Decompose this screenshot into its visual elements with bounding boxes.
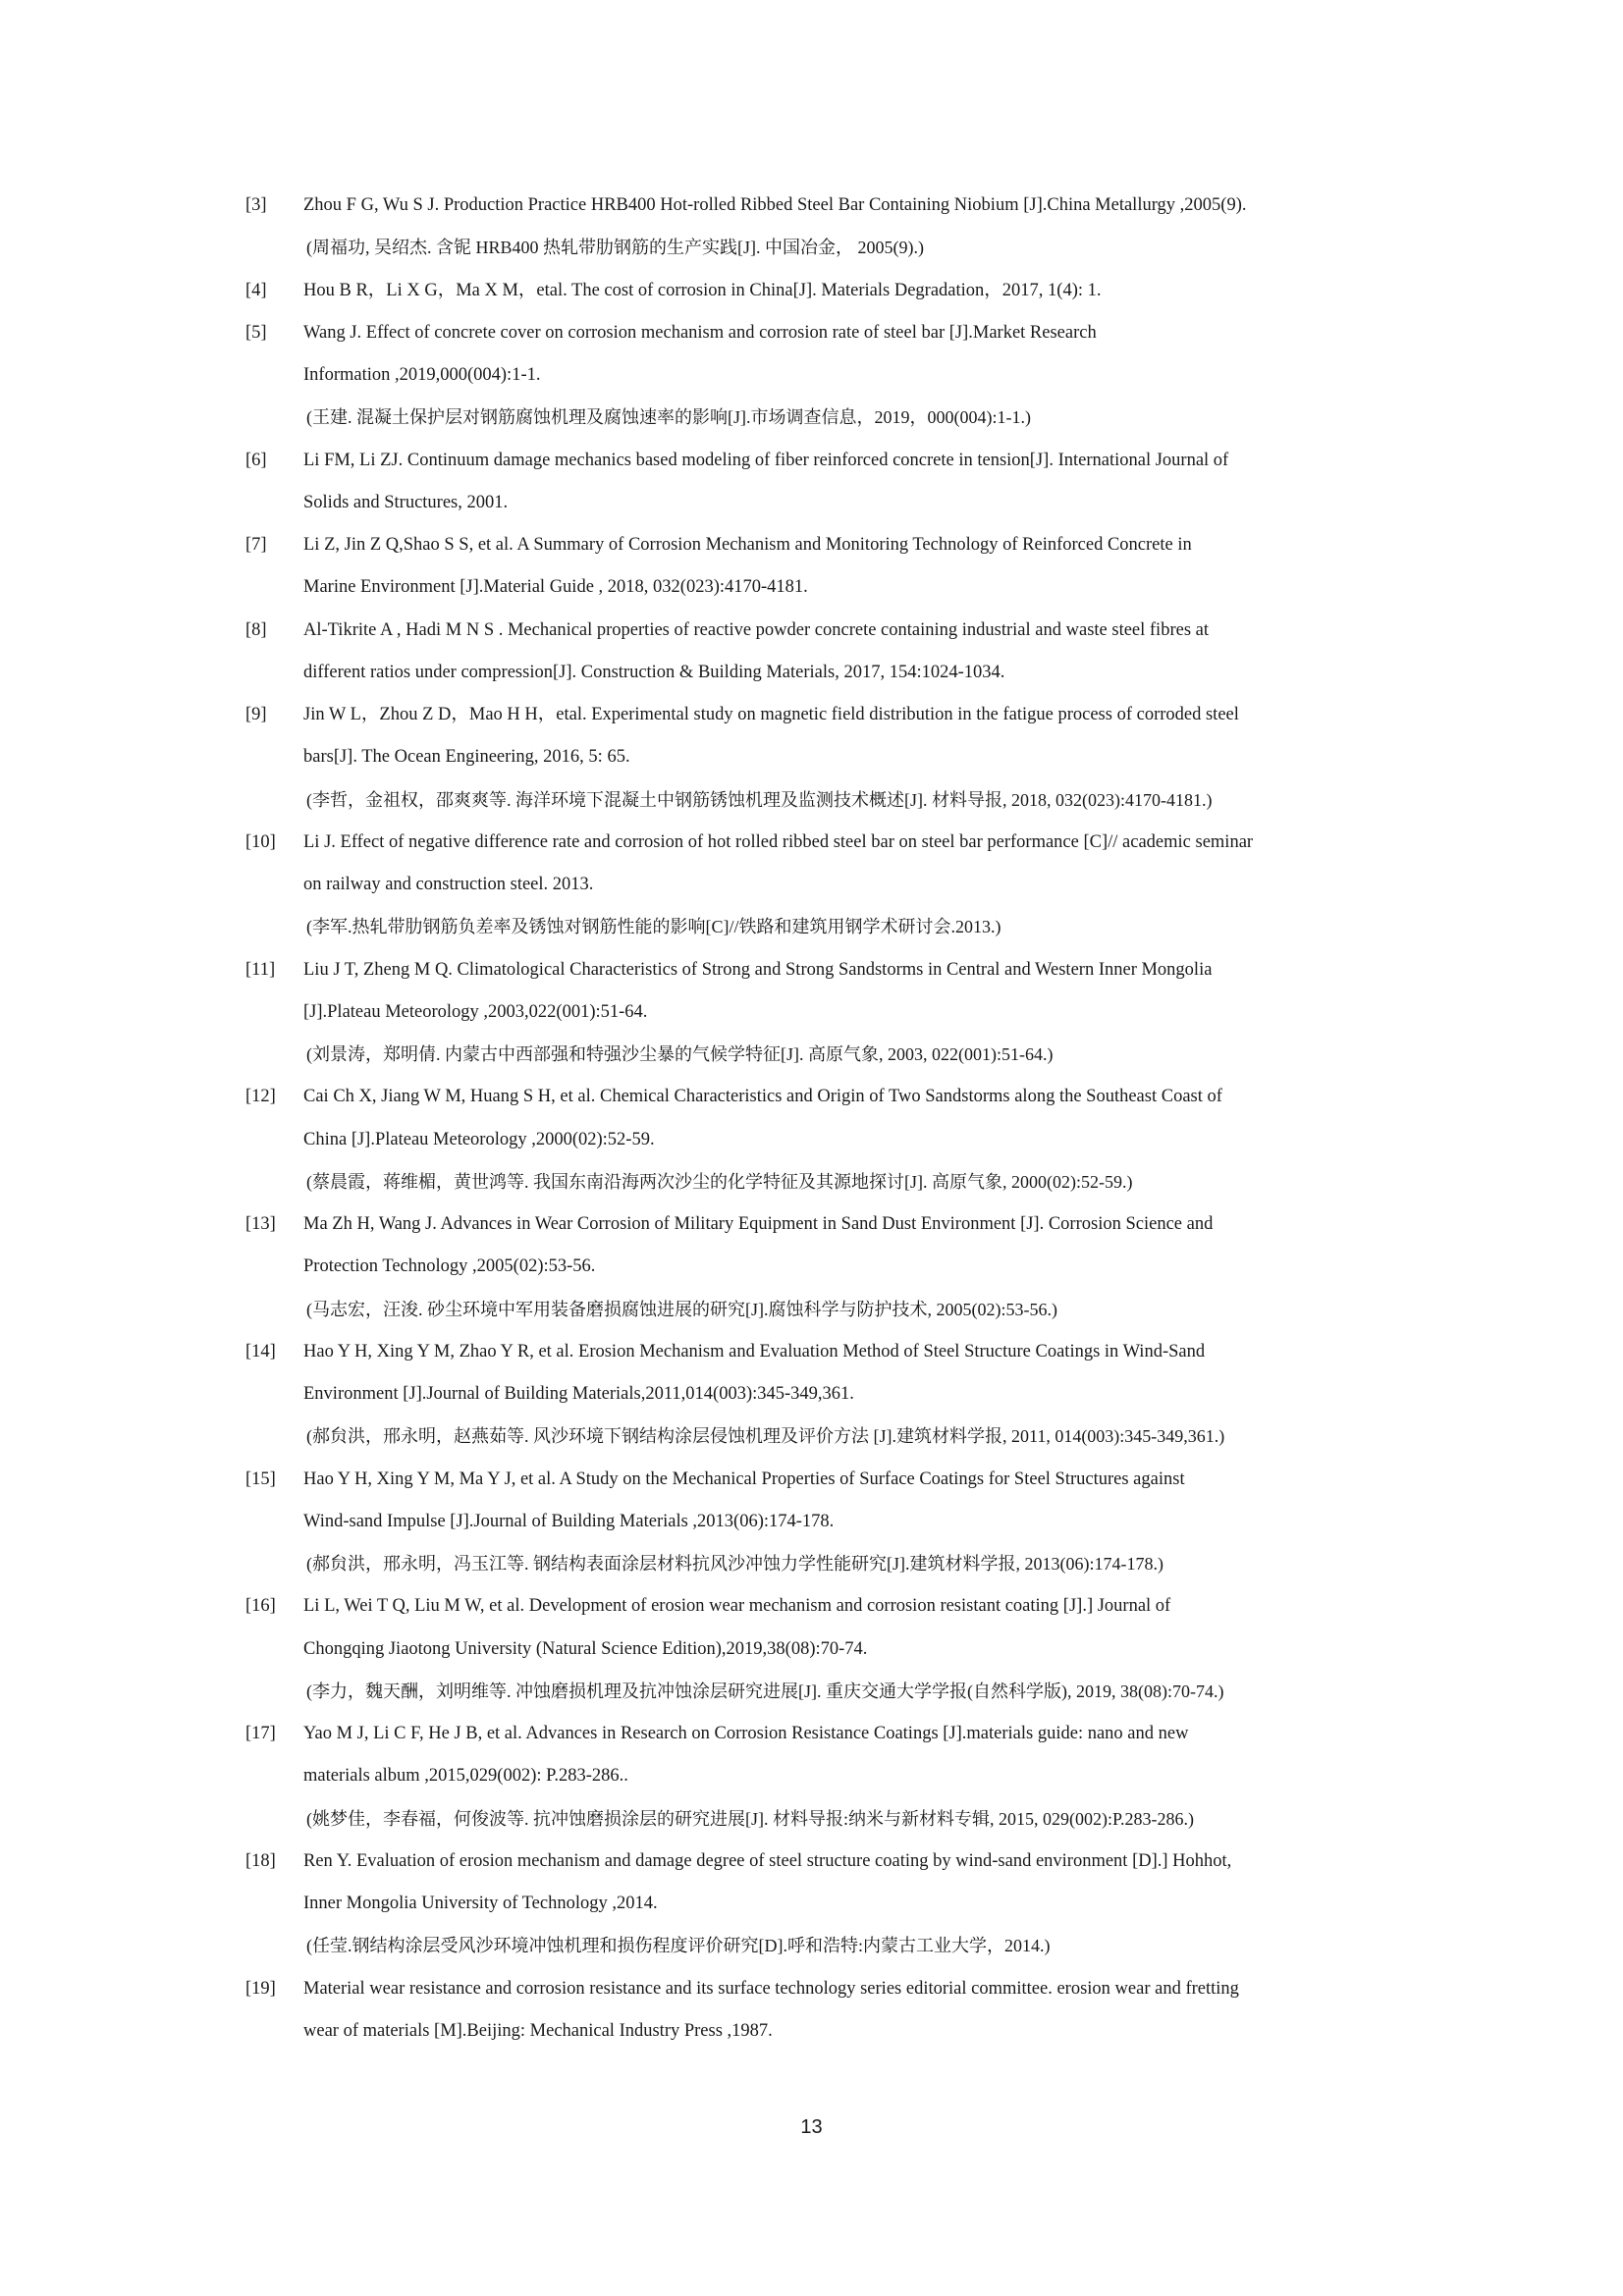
reference-number: [5] — [245, 322, 267, 343]
reference-number: [7] — [245, 535, 267, 555]
reference-number: [4] — [245, 280, 267, 300]
reference-number: [19] — [245, 1978, 276, 1999]
reference-number: [6] — [245, 450, 267, 470]
reference-number: [12] — [245, 1087, 276, 1107]
reference-text-line: different ratios under compression[J]. Construction & Building Materials, 2017, 154:1024-1034. — [303, 662, 1005, 682]
reference-text-line: materials album ,2015,029(002): P.283-286.. — [303, 1766, 628, 1787]
reference-text-line: Wang J. Effect of concrete cover on corrosion mechanism and corrosion rate of steel bar [J].Market Research — [303, 322, 1097, 343]
reference-translation: (郝贠洪，邢永明，冯玉江等. 钢结构表面涂层材料抗风沙冲蚀力学性能研究[J].建筑材料学报, 2013(06):174-178.) — [306, 1554, 1163, 1574]
reference-translation: (姚梦佳，李春福，何俊波等. 抗冲蚀磨损涂层的研究进展[J]. 材料导报:纳米与新材料专辑, 2015, 029(002):P.283-286.) — [306, 1808, 1194, 1829]
reference-text-line: Inner Mongolia University of Technology ,2014. — [303, 1894, 658, 1913]
reference-text-line: Hao Y H, Xing Y M, Zhao Y R, et al. Erosion Mechanism and Evaluation Method of Steel Structure Coatings in Wind-Sand — [303, 1341, 1206, 1362]
reference-text-line: Ma Zh H, Wang J. Advances in Wear Corrosion of Military Equipment in Sand Dust Environment [J]. Corrosion Science and — [303, 1214, 1214, 1234]
reference-text-line: Li Z, Jin Z Q,Shao S S, et al. A Summary of Corrosion Mechanism and Monitoring Technology of Reinforced Concrete in — [303, 535, 1192, 555]
reference-text-line: Ren Y. Evaluation of erosion mechanism and damage degree of steel structure coating by wind-sand environment [D].] Hohhot, — [303, 1850, 1232, 1871]
page-number: 13 — [800, 2116, 823, 2138]
reference-text-line: Yao M J, Li C F, He J B, et al. Advances in Research on Corrosion Resistance Coatings [J].materials guide: nano and new — [303, 1724, 1189, 1743]
reference-translation: (郝贠洪，邢永明，赵燕茹等. 风沙环境下钢结构涂层侵蚀机理及评价方法 [J].建筑材料学报, 2011, 014(003):345-349,361.) — [306, 1426, 1225, 1447]
reference-translation: (马志宏，汪浚. 砂尘环境中军用装备磨损腐蚀进展的研究[J].腐蚀科学与防护技术, 2005(02):53-56.) — [306, 1299, 1057, 1319]
reference-text-line: wear of materials [M].Beijing: Mechanical Industry Press ,1987. — [303, 2020, 773, 2041]
reference-number: [3] — [245, 195, 267, 215]
reference-number: [11] — [245, 959, 276, 980]
reference-translation: (任莹.钢结构涂层受风沙环境冲蚀机理和损伤程度评价研究[D].呼和浩特:内蒙古工业大学，2014.) — [306, 1936, 1051, 1956]
reference-number: [16] — [245, 1596, 276, 1617]
reference-text-line: Protection Technology ,2005(02):53-56. — [303, 1256, 596, 1277]
reference-translation: (蔡晨霞，蒋维楣，黄世鸿等. 我国东南沿海两次沙尘的化学特征及其源地探讨[J]. 高原气象, 2000(02):52-59.) — [306, 1171, 1133, 1192]
reference-number: [13] — [245, 1214, 276, 1234]
reference-translation: (李军.热轧带肋钢筋负差率及锈蚀对钢筋性能的影响[C]//铁路和建筑用钢学术研讨会.2013.) — [306, 917, 1001, 937]
reference-text-line: Hao Y H, Xing Y M, Ma Y J, et al. A Study on the Mechanical Properties of Surface Coatings for Steel Structures against — [303, 1468, 1185, 1489]
reference-text-line: Material wear resistance and corrosion resistance and its surface technology series editorial committee. erosion wear and fretting — [303, 1978, 1239, 1999]
reference-text-line: Chongqing Jiaotong University (Natural Science Edition),2019,38(08):70-74. — [303, 1638, 868, 1659]
reference-translation: (刘景涛，郑明倩. 内蒙古中西部强和特强沙尘暴的气候学特征[J]. 高原气象, 2003, 022(001):51-64.) — [306, 1044, 1054, 1064]
reference-text-line: Information ,2019,000(004):1-1. — [303, 365, 541, 385]
reference-text-line: [J].Plateau Meteorology ,2003,022(001):51-64. — [303, 1001, 648, 1022]
reference-text-line: Li J. Effect of negative difference rate and corrosion of hot rolled ribbed steel bar on steel bar performance [C]// academic seminar — [303, 831, 1254, 852]
reference-text-line: Al-Tikrite A , Hadi M N S . Mechanical properties of reactive powder concrete containing industrial and waste steel fibres at — [303, 619, 1209, 640]
reference-number: [9] — [245, 705, 267, 724]
reference-number: [17] — [245, 1724, 276, 1743]
reference-translation: (周福功, 吴绍杰. 含铌 HRB400 热轧带肋钢筋的生产实践[J]. 中国冶金， 2005(9).) — [306, 238, 924, 258]
reference-translation: (王建. 混凝土保护层对钢筋腐蚀机理及腐蚀速率的影响[J].市场调查信息，2019，000(004):1-1.) — [306, 407, 1031, 428]
reference-text-line: Wind-sand Impulse [J].Journal of Building Materials ,2013(06):174-178. — [303, 1511, 835, 1531]
reference-text-line: Li L, Wei T Q, Liu M W, et al. Development of erosion wear mechanism and corrosion resistant coating [J].] Journal of — [303, 1596, 1171, 1617]
reference-text-line: Hou B R，Li X G，Ma X M，etal. The cost of corrosion in China[J]. Materials Degradation，2017, 1(4): 1. — [303, 280, 1102, 300]
reference-text-line: bars[J]. The Ocean Engineering, 2016, 5: 65. — [303, 747, 630, 768]
reference-text-line: Cai Ch X, Jiang W M, Huang S H, et al. Chemical Characteristics and Origin of Two Sandstorms along the Southeast Coast of — [303, 1087, 1222, 1107]
reference-text-line: on railway and construction steel. 2013. — [303, 875, 594, 894]
reference-text-line: Environment [J].Journal of Building Materials,2011,014(003):345-349,361. — [303, 1384, 854, 1404]
reference-text-line: Liu J T, Zheng M Q. Climatological Characteristics of Strong and Strong Sandstorms in Central and Western Inner Mongolia — [303, 959, 1213, 980]
reference-number: [14] — [245, 1341, 276, 1362]
reference-text-line: Zhou F G, Wu S J. Production Practice HRB400 Hot-rolled Ribbed Steel Bar Containing Niobium [J].China Metallurgy ,2005(9). — [303, 195, 1247, 215]
reference-text-line: Jin W L，Zhou Z D，Mao H H，etal. Experimental study on magnetic field distribution in the fatigue process of corroded steel — [303, 705, 1239, 724]
reference-text-line: China [J].Plateau Meteorology ,2000(02):52-59. — [303, 1129, 655, 1149]
reference-number: [18] — [245, 1850, 276, 1871]
reference-translation: (李力，魏天酬，刘明维等. 冲蚀磨损机理及抗冲蚀涂层研究进展[J]. 重庆交通大学学报(自然科学版), 2019, 38(08):70-74.) — [306, 1681, 1224, 1701]
reference-number: [15] — [245, 1468, 276, 1489]
reference-translation: (李哲，金祖权，邵爽爽等. 海洋环境下混凝土中钢筋锈蚀机理及监测技术概述[J]. 材料导报, 2018, 032(023):4170-4181.) — [306, 789, 1213, 810]
reference-number: [10] — [245, 831, 276, 852]
reference-text-line: Marine Environment [J].Material Guide , 2018, 032(023):4170-4181. — [303, 577, 808, 598]
reference-text-line: Solids and Structures, 2001. — [303, 492, 509, 512]
reference-number: [8] — [245, 619, 267, 640]
reference-text-line: Li FM, Li ZJ. Continuum damage mechanics based modeling of fiber reinforced concrete in tension[J]. International Journal of — [303, 450, 1229, 470]
